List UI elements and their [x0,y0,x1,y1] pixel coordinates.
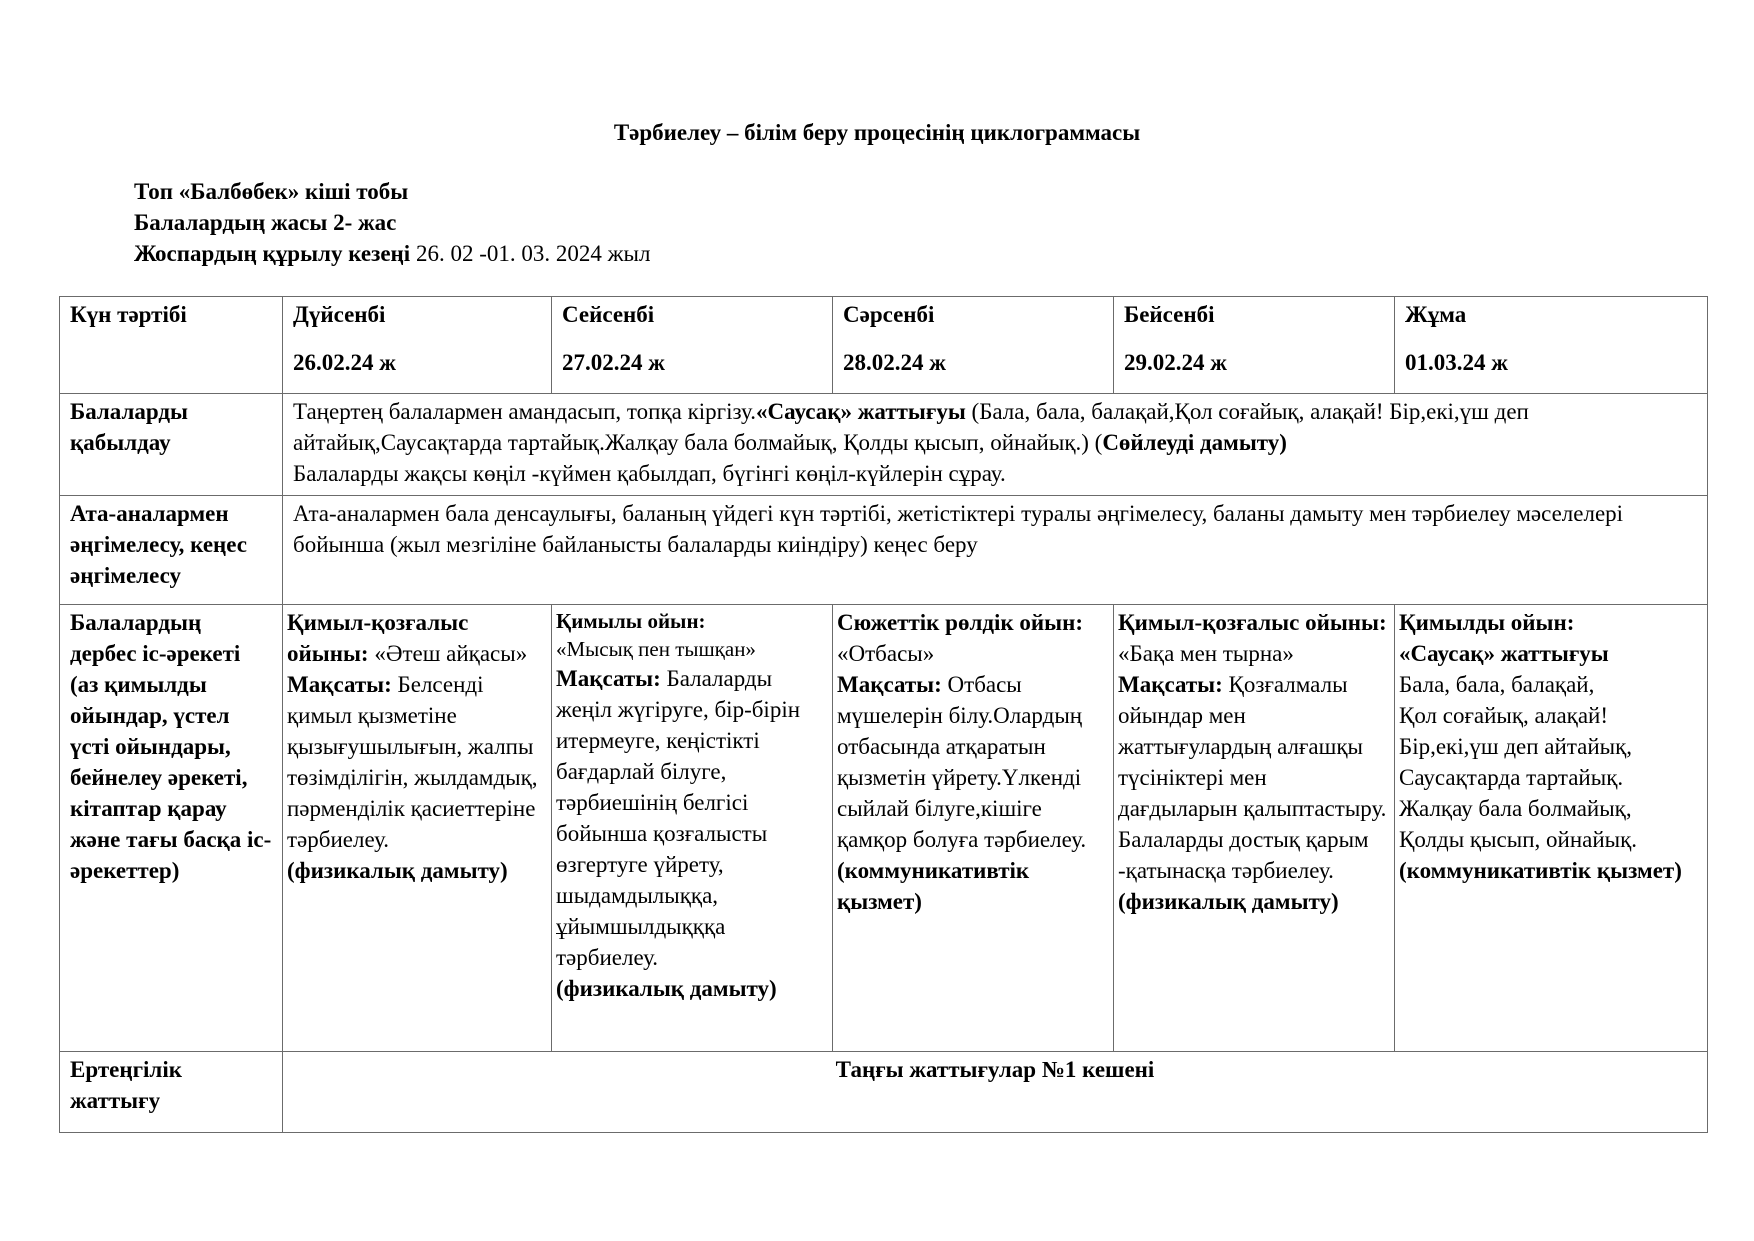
fri-area: (коммуникативтік қызмет) [1399,858,1682,883]
tue-game-name: «Мысық пен тышқан» [556,637,756,661]
header-schedule-cell [60,297,283,394]
thu-game-label: Қимыл-қозғалыс ойыны: [1118,610,1387,635]
header-row [60,297,1708,394]
receive-label: Балаларды қабылдау [70,399,188,455]
day-date: 29.02.24 ж [1124,350,1227,375]
thu-area: (физикалық дамыту) [1118,889,1339,914]
document-title: Тәрбиелеу – білім беру процесінің циклограммасы [613,120,1141,145]
parents-label-cell [60,496,283,605]
header-schedule: Күн тәртібі [70,302,187,327]
fri-game-label: Қимылды ойын: [1399,610,1575,635]
period-value: 26. 02 -01. 03. 2024 жыл [415,241,651,266]
receive-content-cell [283,394,1708,496]
header-day-cell [552,297,833,394]
day-date: 28.02.24 ж [843,350,946,375]
tue-goal-text: Балаларды жеңіл жүгіруге, бір-бірін итермеуге, кеңістікті бағдарлай білуге, тәрбиешінің белгісі бойынша қозғалысты өзгертуге үйрету, шыдамдылыққа, ұйымшылдықққа тәрбиелеу. [556,666,801,970]
receive-bold-2: Сөйлеуді дамыту) [1102,430,1287,455]
fri-rhyme-line: Жалқау бала болмайық, [1399,796,1632,821]
day-name: Жұма [1405,302,1467,327]
activity-friday-cell [1395,605,1708,1052]
header-day-cell [283,297,552,394]
period-label: Жоспардың құрылу кезеңі [134,241,416,266]
fri-rhyme-line: Саусақтарда тартайық. [1399,765,1624,790]
mon-area: (физикалық дамыту) [287,858,508,883]
wed-goal-text: Отбасы мүшелерін білу.Олардың отбасында атқаратын қызметін үйрету.Үлкенді сыйлай білуге,кішіге қамқор болуға тәрбиелеу. [837,672,1087,852]
header-day-cell [833,297,1114,394]
exercise-content-cell [283,1052,1708,1133]
receive-label-cell [60,394,283,496]
tue-area: (физикалық дамыту) [556,976,777,1001]
plan-meta [134,176,650,269]
header-day-cell [1114,297,1395,394]
group-line: Топ «Балбөбек» кіші тобы [134,179,409,204]
thu-game-name: «Бақа мен тырна» [1118,641,1294,666]
tue-game-label: Қимылы ойын: [556,609,706,633]
fri-rhyme-line: Бір,екі,үш деп айтайық, [1399,734,1633,759]
mon-game-label: Қимыл-қозғалыс ойыны: [287,610,469,666]
cyclogram-table [59,296,1708,1133]
wed-game-label: Сюжеттік рөлдік ойын: [837,610,1084,635]
day-date: 27.02.24 ж [562,350,665,375]
parents-label: Ата-аналармен әңгімелесу, кеңес әңгімелесу [70,501,248,588]
activity-row [60,605,1708,1052]
activity-label: Балалардың дербес іс-әрекеті (аз қимылды ойындар, үстел үсті ойындары, бейнелеу әрекеті, кітаптар қарау және тағы басқа іс-әрекеттер) [70,610,272,883]
fri-rhyme-line: Бала, бала, балақай, [1399,672,1595,697]
parents-content-cell [283,496,1708,605]
parents-text: Ата-аналармен бала денсаулығы, баланың үйдегі күн тәртібі, жетістіктері туралы әңгімелесу, баланы дамыту мен тәрбиелеу мәселелері бойынша (жыл мезгіліне байланысты балаларды киіндіру) кеңес беру [293,501,1624,557]
fri-rhyme-line: Қолды қысып, ойнайық. [1399,827,1638,852]
exercise-label-cell [60,1052,283,1133]
wed-goal-label: Мақсаты: [837,672,942,697]
age-line: Балалардың жасы 2- жас [134,210,397,235]
exercise-text: Таңғы жаттығулар №1 кешені [835,1057,1155,1082]
exercise-label: Ертеңгілік жаттығу [70,1057,182,1113]
fri-exercise-label: «Саусақ» жаттығуы [1399,641,1609,666]
mon-game-name: «Әтеш айқасы» [368,641,528,666]
activity-thursday-cell [1114,605,1395,1052]
fri-rhyme-line: Қол соғайық, алақай! [1399,703,1608,728]
day-name: Сәрсенбі [843,302,935,327]
parents-row [60,496,1708,605]
receive-bold-1: «Саусақ» жаттығуы [756,399,966,424]
receive-row [60,394,1708,496]
activity-monday-cell [283,605,552,1052]
thu-goal-label: Мақсаты: [1118,672,1223,697]
wed-game-name: «Отбасы» [837,641,935,666]
header-day-cell [1395,297,1708,394]
exercise-row [60,1052,1708,1133]
wed-area: (коммуникативтік қызмет) [837,858,1030,914]
receive-text-1: Таңертең балалармен амандасып, топқа кіргізу. [293,399,757,424]
receive-text-2: (Бала, бала, балақай,Қол соғайық, алақай! Бір,екі,үш деп айтайық,Саусақтарда тартайық.Жалқау бала болмайық, Қолды қысып, ойнайық.) ( [293,399,1529,455]
day-name: Дүйсенбі [293,302,386,327]
activity-wednesday-cell [833,605,1114,1052]
period-line [134,238,650,269]
thu-goal-text: Қозғалмалы ойындар мен жаттығулардың алғашқы түсініктері мен дағдыларын қалыптастыру. Балаларды достық қарым -қатынасқа тәрбиелеу. [1118,672,1387,883]
activity-label-cell [60,605,283,1052]
day-name: Бейсенбі [1124,302,1215,327]
tue-goal-label: Мақсаты: [556,666,661,691]
day-name: Сейсенбі [562,302,655,327]
receive-text-3: Балаларды жақсы көңіл -күймен қабылдап, бүгінгі көңіл-күйлерін сұрау. [293,461,1006,486]
activity-tuesday-cell [552,605,833,1052]
mon-goal-label: Мақсаты: [287,672,392,697]
day-date: 26.02.24 ж [293,350,396,375]
mon-goal-text: Белсенді қимыл қызметіне қызығушылығын, жалпы төзімділігін, жылдамдық, пәрменділік қасиеттеріне тәрбиелеу. [287,672,538,852]
day-date: 01.03.24 ж [1405,350,1508,375]
